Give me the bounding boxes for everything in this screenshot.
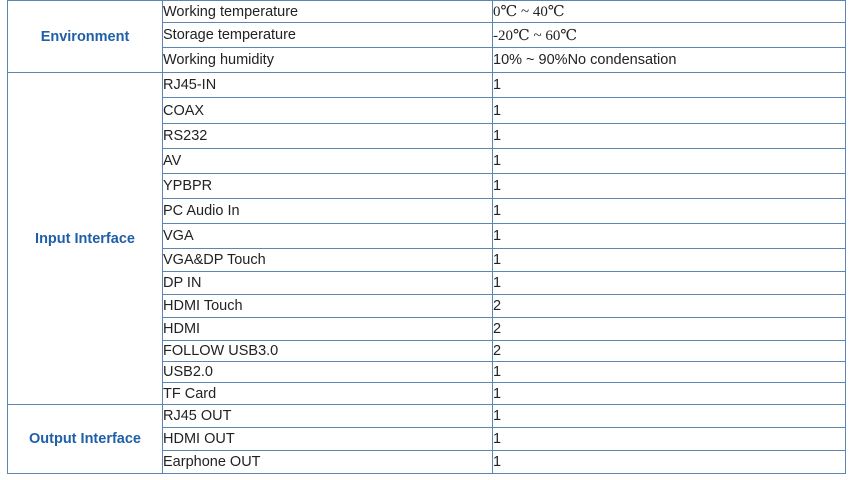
spec-value: 1	[493, 124, 846, 149]
spec-name: HDMI	[163, 318, 493, 341]
table-row	[8, 73, 846, 98]
spec-table	[7, 0, 846, 474]
spec-value: 1	[493, 174, 846, 199]
spec-name: Storage temperature	[163, 23, 493, 48]
spec-name: Working temperature	[163, 1, 493, 23]
spec-value: 1	[493, 249, 846, 272]
spec-name: RJ45 OUT	[163, 405, 493, 428]
spec-name: YPBPR	[163, 174, 493, 199]
spec-name: HDMI OUT	[163, 428, 493, 451]
spec-value: 1	[493, 428, 846, 451]
spec-name: VGA	[163, 224, 493, 249]
spec-value: 1	[493, 383, 846, 405]
spec-value: 1	[493, 149, 846, 174]
spec-value: 1	[493, 362, 846, 383]
spec-name: AV	[163, 149, 493, 174]
table-row	[8, 405, 846, 428]
spec-value: 1	[493, 199, 846, 224]
spec-value: 0℃ ~ 40℃	[493, 1, 846, 23]
spec-name: USB2.0	[163, 362, 493, 383]
spec-value: 1	[493, 272, 846, 295]
spec-value: 1	[493, 98, 846, 124]
spec-name: TF Card	[163, 383, 493, 405]
spec-name: VGA&DP Touch	[163, 249, 493, 272]
spec-value: 1	[493, 405, 846, 428]
spec-name: FOLLOW USB3.0	[163, 341, 493, 362]
spec-value: 2	[493, 341, 846, 362]
spec-name: COAX	[163, 98, 493, 124]
spec-name: RS232	[163, 124, 493, 149]
spec-value: 1	[493, 73, 846, 98]
table-row	[8, 1, 846, 23]
spec-value: 2	[493, 295, 846, 318]
spec-value: 10% ~ 90%No condensation	[493, 48, 846, 73]
spec-name: HDMI Touch	[163, 295, 493, 318]
spec-name: PC Audio In	[163, 199, 493, 224]
spec-name: RJ45-IN	[163, 73, 493, 98]
section-title-input-interface: Input Interface	[8, 73, 163, 405]
section-title-environment: Environment	[8, 1, 163, 73]
section-title-output-interface: Output Interface	[8, 405, 163, 474]
spec-value: 1	[493, 451, 846, 474]
spec-value: 1	[493, 224, 846, 249]
spec-name: Working humidity	[163, 48, 493, 73]
spec-name: DP IN	[163, 272, 493, 295]
spec-value: -20℃ ~ 60℃	[493, 23, 846, 48]
spec-value: 2	[493, 318, 846, 341]
spec-name: Earphone OUT	[163, 451, 493, 474]
